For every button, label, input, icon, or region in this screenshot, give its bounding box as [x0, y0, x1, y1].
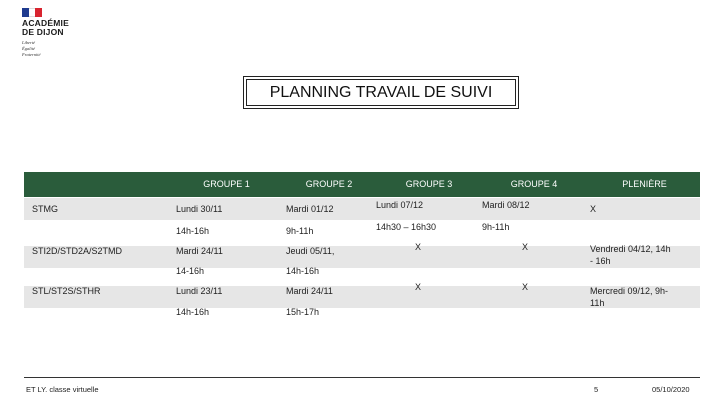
footer-divider	[24, 377, 700, 378]
cell-stmg-g1-time: 14h-16h	[176, 226, 210, 236]
cell-stmg-g2-date: Mardi 01/12	[286, 204, 334, 214]
page-title: PLANNING TRAVAIL DE SUIVI	[246, 79, 516, 106]
header-groupe-3: GROUPE 3	[405, 179, 453, 189]
cell-stmg-g4-time: 9h-11h	[482, 222, 510, 232]
cell-stl-g2-date: Mardi 24/11	[286, 286, 333, 296]
cell-stl-g4: X	[522, 282, 529, 292]
motto-egalite: Égalité	[22, 46, 35, 51]
cell-stmg-g4-date: Mardi 08/12	[482, 200, 530, 210]
page-number: 5	[594, 385, 599, 394]
motto-fraternite: Fraternité	[22, 52, 41, 57]
logo-title-line2: DE DIJON	[22, 27, 64, 37]
footer-left-text: ET LY. classe virtuelle	[26, 385, 99, 394]
cell-stmg-g3-time: 14h30 – 16h30	[376, 222, 437, 232]
cell-stl-g2-time: 15h-17h	[286, 307, 320, 317]
cell-stl-g3: X	[415, 282, 422, 292]
header-pleniere: PLENIÈRE	[622, 179, 667, 189]
header-groupe-2: GROUPE 2	[305, 179, 353, 189]
republic-flag-icon	[22, 8, 42, 17]
cell-sti2d-pleniere-line2: - 16h	[590, 256, 611, 266]
cell-sti2d-pleniere-line1: Vendredi 04/12, 14h	[590, 244, 671, 254]
row-band	[24, 198, 700, 220]
header-groupe-4: GROUPE 4	[510, 179, 558, 189]
academie-logo	[22, 8, 92, 58]
row-label-stmg: STMG	[32, 204, 58, 214]
cell-sti2d-g1-date: Mardi 24/11	[176, 246, 223, 256]
table-header	[24, 172, 700, 197]
cell-sti2d-g3: X	[415, 242, 422, 252]
cell-sti2d-g2-date: Jeudi 05/11,	[286, 246, 335, 256]
cell-stmg-pleniere: X	[590, 204, 597, 214]
logo-title-line1: ACADÉMIE	[22, 18, 69, 28]
cell-stl-pleniere-line1: Mercredi 09/12, 9h-	[590, 286, 669, 296]
cell-sti2d-g4: X	[522, 242, 529, 252]
cell-stl-g1-date: Lundi 23/11	[176, 286, 223, 296]
logo-motto	[22, 40, 92, 58]
header-groupe-1: GROUPE 1	[203, 179, 250, 189]
row-label-sti2d: STI2D/STD2A/S2TMD	[32, 246, 123, 256]
row-label-stl: STL/ST2S/STHR	[32, 286, 101, 296]
cell-sti2d-g2-time: 14h-16h	[286, 266, 320, 276]
cell-stmg-g3-date: Lundi 07/12	[376, 200, 424, 210]
footer-date: 05/10/2020	[652, 385, 690, 394]
cell-stmg-g1-date: Lundi 30/11	[176, 204, 223, 214]
motto-liberte: Liberté	[22, 40, 35, 45]
cell-stmg-g2-time: 9h-11h	[286, 226, 314, 236]
cell-stl-g1-time: 14h-16h	[176, 307, 210, 317]
cell-sti2d-g1-time: 14-16h	[176, 266, 205, 276]
cell-stl-pleniere-line2: 11h	[590, 298, 605, 308]
